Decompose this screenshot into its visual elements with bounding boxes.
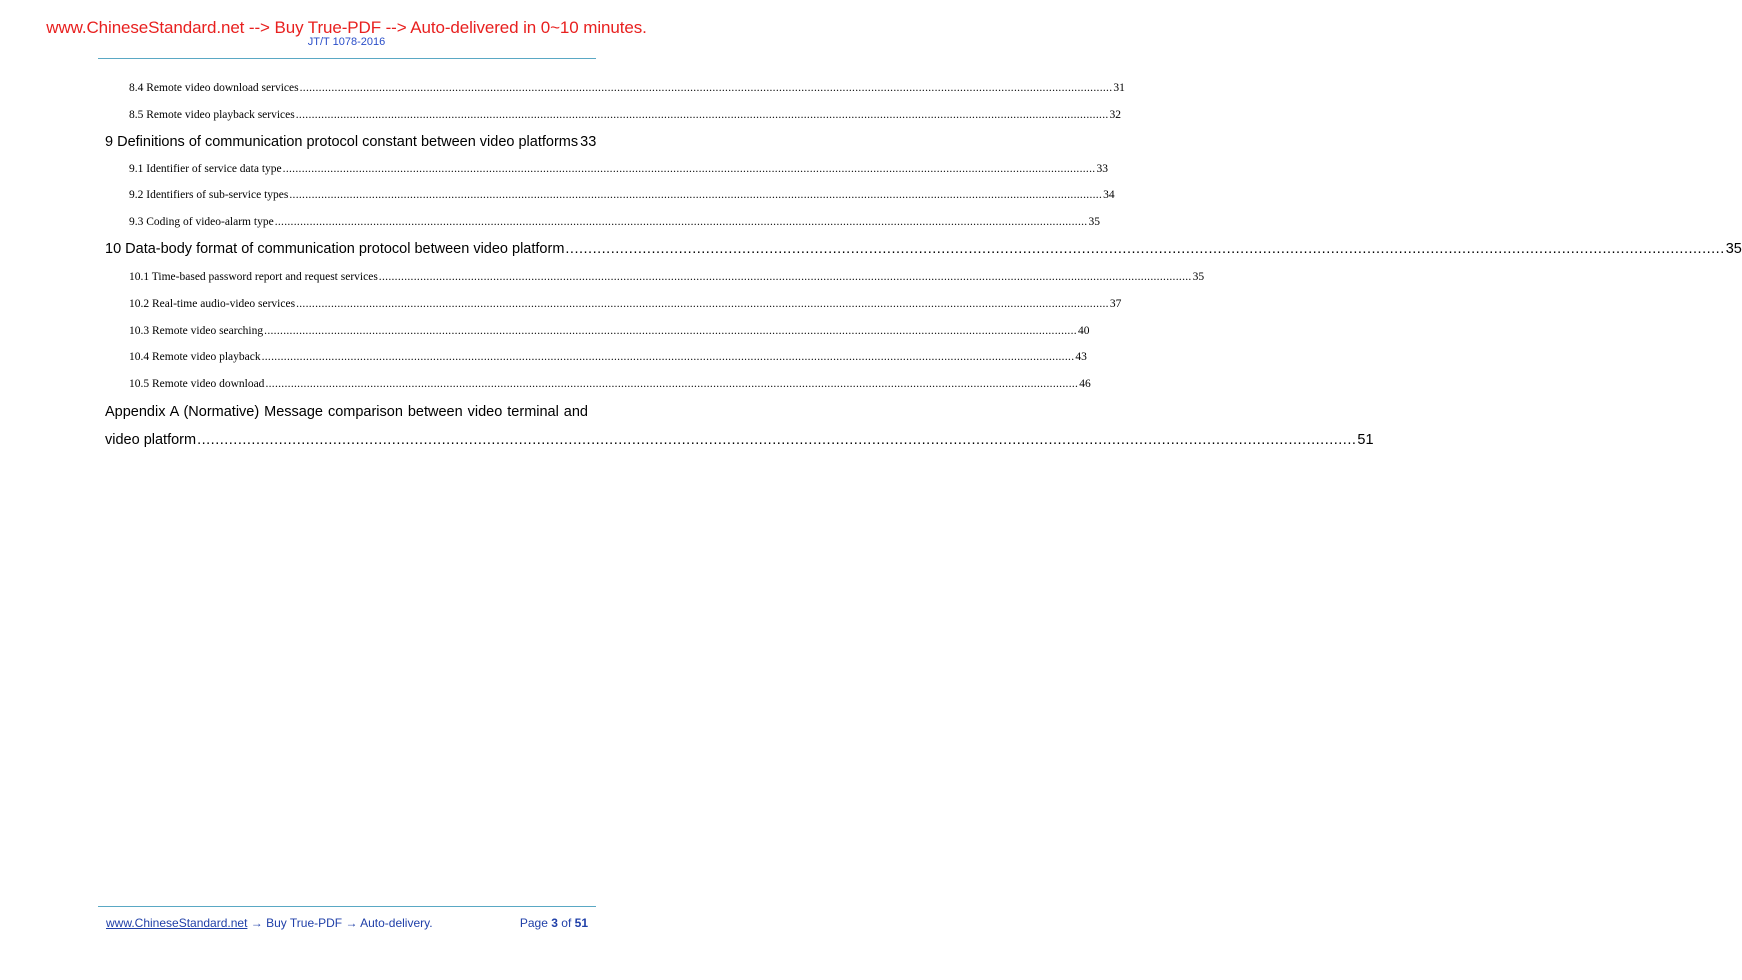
toc-entry-8-5[interactable]: [129, 109, 1122, 121]
toc-entry-page: 40: [1077, 325, 1090, 337]
toc-entry-10[interactable]: [105, 241, 1742, 257]
toc-entry-page: 33: [1096, 163, 1108, 175]
toc-entry-page: 34: [1103, 189, 1115, 201]
page-footer: [106, 916, 588, 930]
footer-promo-text: → Buy True-PDF → Auto-delivery.: [247, 916, 433, 930]
toc-entry-page: 35: [1725, 241, 1742, 257]
toc-entry-appendix-a-line2[interactable]: [105, 432, 1374, 448]
toc-entry-10-5[interactable]: [129, 378, 1091, 390]
toc-entry-title: 10.3 Remote video searching: [129, 325, 264, 337]
toc-entry-title: 10.4 Remote video playback: [129, 351, 261, 363]
toc-entry-page: 43: [1075, 351, 1087, 363]
toc-entry-title: 9.1 Identifier of service data type: [129, 163, 282, 175]
dot-leader: [262, 351, 1075, 363]
toc-entry-9-1[interactable]: [129, 163, 1108, 175]
dot-leader: [565, 241, 1724, 257]
toc-entry-page: 33: [580, 134, 597, 150]
toc-entry-9-2[interactable]: [129, 189, 1115, 201]
toc-entry-8-4[interactable]: [129, 82, 1125, 94]
toc-entry-title: 10.2 Real-time audio-video services: [129, 298, 296, 310]
page-total: 51: [574, 916, 588, 930]
promo-banner[interactable]: www.ChineseStandard.net --> Buy True-PDF --> Auto-delivered in 0~10 minutes.: [46, 18, 647, 37]
toc-entry-10-1[interactable]: [129, 271, 1205, 283]
toc-entry-9-3[interactable]: [129, 216, 1100, 228]
toc-entry-title: 9.3 Coding of video-alarm type: [129, 216, 274, 228]
dot-leader: [289, 189, 1102, 201]
dot-leader: [283, 163, 1096, 175]
toc-entry-title: 8.4 Remote video download services: [129, 82, 299, 94]
toc-entry-title: 9 Definitions of communication protocol constant between video platforms: [105, 134, 579, 150]
page-of-label: of: [561, 916, 572, 930]
header-divider: [98, 58, 596, 59]
toc-entry-title: 9.2 Identifiers of sub-service types: [129, 189, 289, 201]
toc-entry-page: 37: [1109, 298, 1122, 310]
dot-leader: [379, 271, 1192, 283]
toc-entry-page: 35: [1192, 271, 1205, 283]
toc-entry-9[interactable]: [105, 134, 597, 150]
dot-leader: [265, 378, 1078, 390]
footer-divider: [98, 906, 596, 907]
dot-leader: [296, 298, 1109, 310]
toc-entry-title: 10.5 Remote video download: [129, 378, 265, 390]
document-number: JT/T 1078-2016: [307, 36, 386, 48]
toc-entry-title: 10.1 Time-based password report and request services: [129, 271, 378, 283]
page-indicator: [520, 916, 588, 930]
toc-entry-10-4[interactable]: [129, 351, 1087, 363]
toc-entry-page: 46: [1079, 378, 1091, 390]
toc-entry-page: 35: [1088, 216, 1100, 228]
dot-leader: [197, 432, 1356, 448]
dot-leader: [296, 109, 1109, 121]
footer-promo: [106, 916, 433, 930]
toc-entry-appendix-a-line1[interactable]: Appendix A (Normative) Message comparison between video terminal and: [105, 404, 588, 420]
toc-entry-10-3[interactable]: [129, 325, 1090, 337]
dot-leader: [264, 325, 1077, 337]
toc-entry-10-2[interactable]: [129, 298, 1122, 310]
toc-entry-page: 31: [1113, 82, 1125, 94]
dot-leader: [300, 82, 1113, 94]
toc-entry-title: 10 Data-body format of communication protocol between video platform: [105, 241, 565, 257]
toc-entry-page: 32: [1109, 109, 1122, 121]
dot-leader: [275, 216, 1088, 228]
page-label: Page: [519, 916, 548, 930]
site-link[interactable]: www.ChineseStandard.net: [106, 916, 248, 930]
toc-entry-title: video platform: [105, 432, 197, 448]
toc-entry-title: 8.5 Remote video playback services: [129, 109, 295, 121]
toc-entry-page: 51: [1357, 432, 1374, 448]
page-current: 3: [551, 916, 558, 930]
